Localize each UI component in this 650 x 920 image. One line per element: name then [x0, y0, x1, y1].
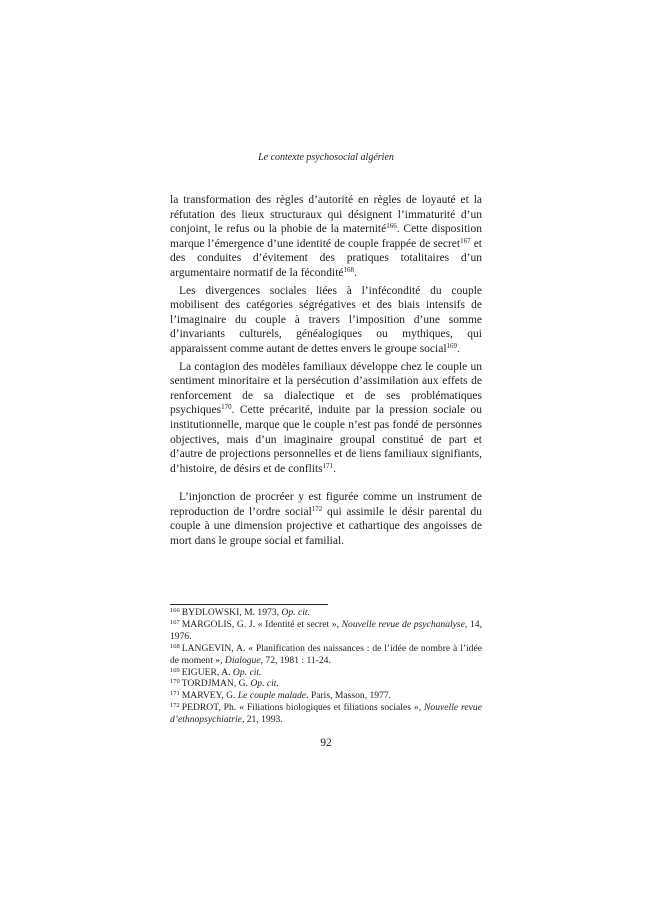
paragraph-text: La contagion des modèles familiaux développe chez le couple un sentiment minoritaire et la persécution d’assimilation aux effets de renforcement de sa dialectique et de ses problématiques psychiques: [170, 360, 482, 417]
paragraph-2: [170, 284, 482, 357]
footnote-169: [170, 667, 482, 679]
footnote-text: PEDROT, Ph. « Filiations biologiques et filiations sociales »,: [181, 702, 425, 714]
footnote-number: 171: [170, 690, 180, 698]
footnote-number: 167: [170, 618, 180, 626]
paragraph-text: .: [457, 342, 460, 355]
footnote-text: BYDLOWSKI, M. 1973,: [181, 607, 282, 618]
body-text: [170, 193, 482, 549]
footnote-167: [170, 619, 482, 643]
footnote-number: 169: [170, 666, 180, 674]
paragraph-3: [170, 360, 482, 477]
paragraph-text: et des conduites d’évitement des pratiques totalitaires d’un argumentaire normatif de la fécondité: [170, 237, 482, 279]
footnote-text: MARVEY, G.: [181, 690, 238, 702]
footnote-text: TORDJMAN, G.: [181, 678, 251, 690]
footnote-ref: 172: [311, 504, 323, 513]
page-number: 92: [320, 737, 332, 749]
footnote-italic: Op. cit.: [232, 666, 262, 678]
footnotes: [170, 607, 482, 726]
footnote-text: , 14, 1976.: [170, 618, 482, 642]
paragraph-text: . Cette disposition marque l’émergence d’une identité de couple frappée de secret: [170, 223, 482, 250]
paragraph-text: Les divergences sociales liées à l’infécondité du couple mobilisent des catégories ségrégatives et des biais intensifs de l’imaginaire du couple à travers l’imposition d’une somme d’invariants culturels, généalogiques ou mythiques, qui apparaissent comme autant de dettes envers le groupe social: [170, 284, 482, 355]
footnote-text: MARGOLIS, G. J. « Identité et secret »,: [181, 618, 342, 630]
footnote-separator: [170, 604, 328, 605]
footnote-ref: 168: [343, 265, 354, 274]
footnote-text: . Paris, Masson, 1977.: [306, 690, 392, 702]
footnote-ref: 170: [221, 403, 232, 412]
footnote-ref: 169: [446, 341, 458, 350]
footnote-italic: Nouvelle revue de psychanalyse: [341, 618, 465, 630]
footnote-italic: Nouvelle revue d’ethnopsychiatrie: [170, 702, 482, 726]
paragraph-1: [170, 193, 482, 281]
footnote-166: [170, 607, 482, 619]
paragraph-text: la transformation des règles d’autorité en règles de loyauté et la réfutation des lieux structuraux qui désignent l’immaturité d’un conjoint, le refus ou la phobie de la maternité: [170, 194, 482, 236]
paragraph-text: qui assimile le désir parental du couple à une dimension projective et cathartique des angoisses de mort dans le groupe social et familial.: [170, 505, 482, 548]
footnote-text: , 21, 1993.: [241, 714, 283, 726]
footnote-170: [170, 678, 482, 690]
footnote-italic: Op. cit.: [250, 678, 279, 690]
paragraph-4: [170, 490, 482, 548]
running-header: Le contexte psychosocial algérien: [258, 152, 394, 163]
footnote-text: EIGUER, A.: [181, 666, 233, 678]
footnote-ref: 167: [460, 236, 471, 245]
footnote-168: [170, 643, 482, 667]
paragraph-text: .: [354, 266, 357, 279]
paragraph-text: L’injonction de procréer y est figurée comme un instrument de reproduction de l’ordre social: [170, 491, 482, 518]
footnote-number: 166: [170, 607, 180, 614]
footnote-number: 170: [170, 678, 180, 686]
footnote-italic: Op. cit.: [281, 607, 310, 618]
footnote-171: [170, 690, 482, 702]
paragraph-text: .: [333, 462, 337, 475]
footnote-172: [170, 702, 482, 726]
footnote-number: 172: [170, 702, 180, 710]
footnote-text: , 72, 1981 : 11-24.: [260, 654, 331, 666]
footnote-italic: Dialogue: [224, 654, 261, 666]
footnote-ref: 166: [386, 222, 397, 231]
footnote-italic: Le couple malade: [237, 690, 307, 702]
footnote-number: 168: [170, 642, 180, 650]
footnote-ref: 171: [322, 461, 334, 470]
paragraph-text: . Cette précarité, induite par la pression sociale ou institutionnelle, marque que le couple n’est pas fondé de personnes objectives, mais d’un imaginaire groupal constitué de part et d’autre de projections personnelles et de liens familiaux signifiants, d’histoire, de désirs et de conflits: [170, 404, 482, 475]
footnote-text: LANGEVIN, A. « Planification des naissances : de l’idée de nombre à l’idée de moment »,: [170, 642, 482, 666]
